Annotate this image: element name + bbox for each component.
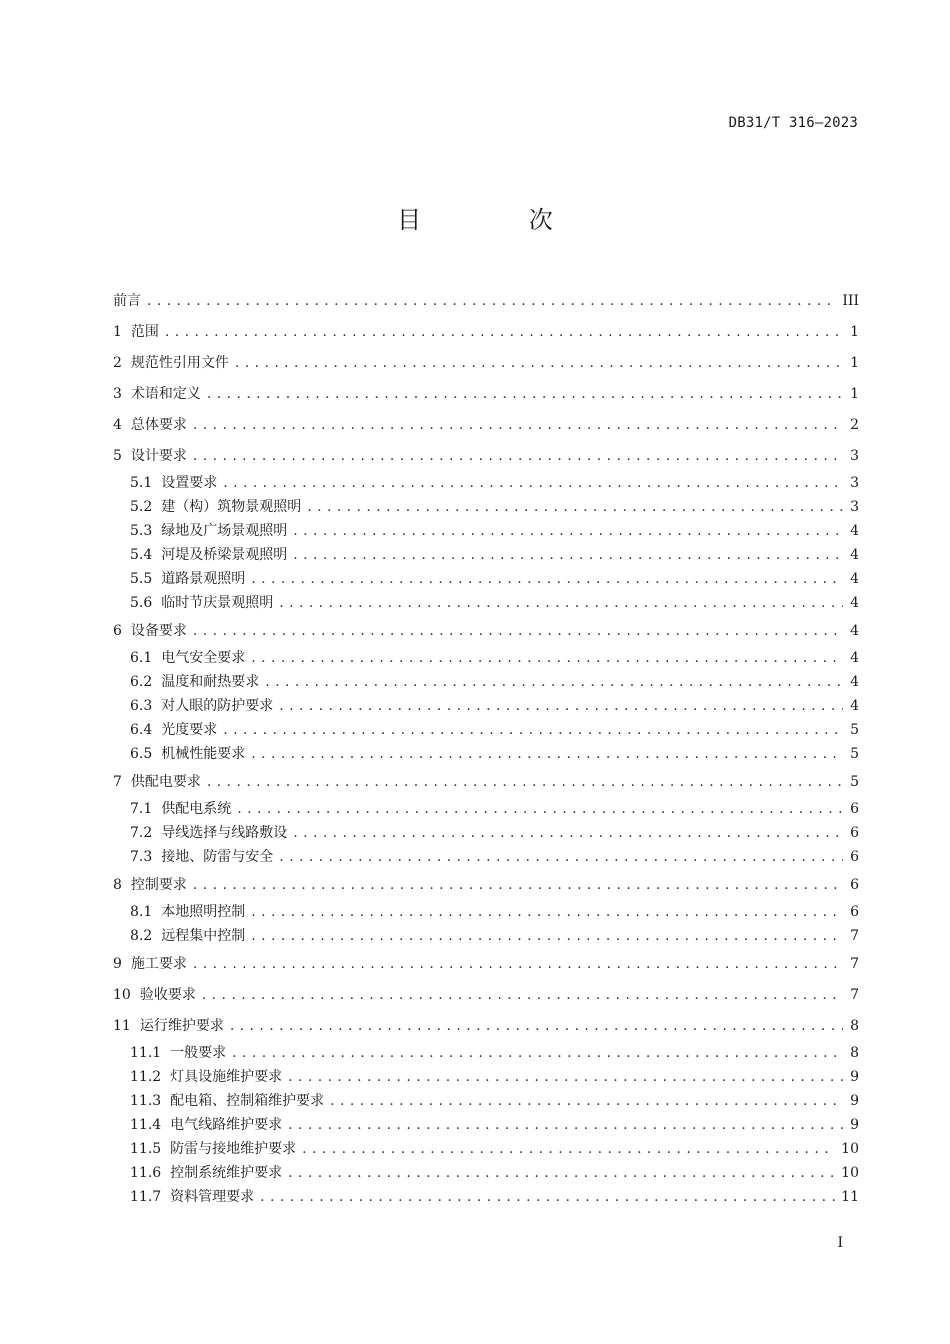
toc-entry-page: 3 bbox=[850, 475, 859, 491]
toc-entry-page: 6 bbox=[850, 849, 859, 865]
toc-entry-page: 6 bbox=[850, 877, 859, 893]
toc-entry[interactable] bbox=[113, 567, 859, 591]
toc-entry-label: 电气安全要求 bbox=[161, 650, 246, 666]
toc-dot-leader bbox=[330, 1089, 843, 1113]
toc-dot-leader bbox=[279, 694, 843, 718]
toc-dot-leader bbox=[288, 1065, 843, 1089]
toc-entry-label: 温度和耐热要求 bbox=[161, 674, 260, 690]
toc-entry-label: 防雷与接地维护要求 bbox=[170, 1141, 297, 1157]
toc-dot-leader bbox=[193, 949, 843, 979]
toc-entry[interactable] bbox=[113, 379, 859, 409]
toc-entry-number: 7.2 bbox=[130, 825, 153, 841]
toc-entry[interactable] bbox=[113, 1089, 859, 1113]
toc-entry-label: 资料管理要求 bbox=[170, 1189, 255, 1205]
toc-entry-page: 7 bbox=[850, 956, 859, 972]
toc-entry[interactable] bbox=[113, 949, 859, 979]
toc-entry-label: 前言 bbox=[113, 293, 141, 309]
toc-entry-page: 7 bbox=[850, 987, 859, 1003]
toc-entry-number: 7.3 bbox=[130, 849, 153, 865]
toc-entry-number: 7 bbox=[113, 774, 122, 790]
toc-entry-number: 5.6 bbox=[130, 595, 153, 611]
toc-entry[interactable] bbox=[113, 1113, 859, 1137]
toc-entry[interactable] bbox=[113, 767, 859, 797]
toc-dot-leader bbox=[279, 591, 843, 615]
toc-entry[interactable] bbox=[113, 980, 859, 1010]
toc-dot-leader bbox=[251, 742, 843, 766]
toc-entry-number: 5.3 bbox=[130, 523, 153, 539]
toc-entry-page: 5 bbox=[850, 746, 859, 762]
toc-entry-page: 4 bbox=[850, 650, 859, 666]
toc-entry-page: 5 bbox=[850, 722, 859, 738]
toc-entry-number: 5.4 bbox=[130, 547, 153, 563]
toc-entry-page: 6 bbox=[850, 801, 859, 817]
toc-entry-number: 11.4 bbox=[130, 1117, 162, 1133]
toc-entry-page: 10 bbox=[841, 1141, 859, 1157]
toc-entry-number: 4 bbox=[113, 417, 122, 433]
toc-entry[interactable] bbox=[113, 1041, 859, 1065]
toc-dot-leader bbox=[288, 1161, 835, 1185]
toc-entry-number: 8.2 bbox=[130, 928, 153, 944]
toc-entry-number: 5.5 bbox=[130, 571, 153, 587]
toc-dot-leader bbox=[260, 1185, 835, 1209]
toc-dot-leader bbox=[207, 379, 843, 409]
toc-entry-page: 4 bbox=[850, 674, 859, 690]
toc-entry[interactable] bbox=[113, 924, 859, 948]
toc-dot-leader bbox=[293, 821, 843, 845]
toc-entry-page: 6 bbox=[850, 904, 859, 920]
toc-entry-label: 规范性引用文件 bbox=[130, 355, 229, 371]
toc-entry-number: 10 bbox=[113, 987, 131, 1003]
toc-entry-number: 11 bbox=[113, 1018, 131, 1034]
toc-entry-number: 7.1 bbox=[130, 801, 153, 817]
toc-dot-leader bbox=[165, 317, 843, 347]
toc-dot-leader bbox=[230, 1011, 843, 1041]
toc-dot-leader bbox=[223, 471, 843, 495]
toc-entry-label: 施工要求 bbox=[130, 956, 187, 972]
toc-entry-number: 11.5 bbox=[130, 1141, 162, 1157]
toc-entry-number: 5.1 bbox=[130, 475, 153, 491]
toc-entry-label: 总体要求 bbox=[130, 417, 187, 433]
table-of-contents bbox=[113, 286, 859, 1209]
toc-entry-number: 6.4 bbox=[130, 722, 153, 738]
toc-entry-page: 9 bbox=[850, 1069, 859, 1085]
toc-dot-leader bbox=[302, 1137, 835, 1161]
toc-entry[interactable] bbox=[113, 821, 859, 845]
toc-entry-page: 4 bbox=[850, 698, 859, 714]
toc-entry-page: 9 bbox=[850, 1093, 859, 1109]
toc-entry[interactable] bbox=[113, 694, 859, 718]
toc-entry[interactable] bbox=[113, 646, 859, 670]
toc-entry-number: 1 bbox=[113, 324, 122, 340]
toc-entry-page: 4 bbox=[850, 523, 859, 539]
toc-entry-label: 接地、防雷与安全 bbox=[161, 849, 274, 865]
toc-entry-page: 4 bbox=[850, 547, 859, 563]
toc-dot-leader bbox=[265, 670, 843, 694]
toc-entry-page: 5 bbox=[850, 774, 859, 790]
toc-entry-label: 供配电系统 bbox=[161, 801, 232, 817]
toc-entry[interactable] bbox=[113, 1137, 859, 1161]
toc-entry[interactable] bbox=[113, 1161, 859, 1185]
toc-dot-leader bbox=[223, 718, 843, 742]
toc-entry-page: 11 bbox=[841, 1189, 859, 1205]
toc-entry-number: 11.1 bbox=[130, 1045, 162, 1061]
toc-entry-label: 河堤及桥梁景观照明 bbox=[161, 547, 288, 563]
toc-entry[interactable] bbox=[113, 797, 859, 821]
toc-entry-number: 11.3 bbox=[130, 1093, 162, 1109]
toc-dot-leader bbox=[193, 410, 843, 440]
toc-entry-page: 9 bbox=[850, 1117, 859, 1133]
toc-entry-page: 7 bbox=[850, 928, 859, 944]
toc-dot-leader bbox=[251, 900, 843, 924]
toc-entry-page: 8 bbox=[850, 1045, 859, 1061]
toc-dot-leader bbox=[307, 495, 843, 519]
toc-entry-number: 9 bbox=[113, 956, 122, 972]
document-code: DB31/T 316—2023 bbox=[728, 115, 858, 131]
toc-entry-label: 远程集中控制 bbox=[161, 928, 246, 944]
toc-entry[interactable] bbox=[113, 410, 859, 440]
toc-dot-leader bbox=[202, 980, 843, 1010]
toc-entry[interactable] bbox=[113, 1185, 859, 1209]
toc-entry-page: 10 bbox=[841, 1165, 859, 1181]
toc-entry-label: 光度要求 bbox=[161, 722, 218, 738]
toc-entry-number: 6.5 bbox=[130, 746, 153, 762]
toc-entry-label: 控制要求 bbox=[130, 877, 187, 893]
toc-entry-label: 本地照明控制 bbox=[161, 904, 246, 920]
toc-entry-label: 对人眼的防护要求 bbox=[161, 698, 274, 714]
toc-entry-label: 验收要求 bbox=[139, 987, 196, 1003]
toc-entry-number: 11.2 bbox=[130, 1069, 162, 1085]
toc-entry-label: 一般要求 bbox=[170, 1045, 227, 1061]
toc-dot-leader bbox=[293, 519, 843, 543]
toc-entry-label: 临时节庆景观照明 bbox=[161, 595, 274, 611]
toc-dot-leader bbox=[251, 924, 843, 948]
toc-dot-leader bbox=[147, 286, 836, 316]
toc-entry-page: 3 bbox=[850, 499, 859, 515]
toc-entry[interactable] bbox=[113, 441, 859, 471]
toc-dot-leader bbox=[279, 845, 843, 869]
toc-entry-page: 8 bbox=[850, 1018, 859, 1034]
toc-entry[interactable] bbox=[113, 1065, 859, 1089]
toc-dot-leader bbox=[235, 348, 843, 378]
toc-entry-label: 范围 bbox=[130, 324, 159, 340]
toc-entry-page: 6 bbox=[850, 825, 859, 841]
toc-entry[interactable] bbox=[113, 471, 859, 495]
toc-entry-number: 11.6 bbox=[130, 1165, 162, 1181]
toc-entry-number: 2 bbox=[113, 355, 122, 371]
toc-entry-label: 设置要求 bbox=[161, 475, 218, 491]
page-title: 目 次 bbox=[397, 206, 603, 234]
toc-entry-number: 8 bbox=[113, 877, 122, 893]
toc-entry[interactable] bbox=[113, 670, 859, 694]
toc-entry-page: 4 bbox=[850, 623, 859, 639]
toc-dot-leader bbox=[251, 646, 843, 670]
toc-entry[interactable] bbox=[113, 718, 859, 742]
toc-entry-label: 配电箱、控制箱维护要求 bbox=[170, 1093, 325, 1109]
toc-entry-label: 绿地及广场景观照明 bbox=[161, 523, 288, 539]
toc-dot-leader bbox=[193, 616, 843, 646]
toc-entry[interactable] bbox=[113, 348, 859, 378]
toc-dot-leader bbox=[237, 797, 843, 821]
toc-entry-page: 1 bbox=[850, 386, 859, 402]
toc-entry-label: 灯具设施维护要求 bbox=[170, 1069, 283, 1085]
toc-entry[interactable] bbox=[113, 900, 859, 924]
toc-entry-number: 3 bbox=[113, 386, 122, 402]
toc-dot-leader bbox=[293, 543, 843, 567]
toc-entry-label: 道路景观照明 bbox=[161, 571, 246, 587]
toc-entry[interactable] bbox=[113, 495, 859, 519]
toc-entry-label: 建（构）筑物景观照明 bbox=[161, 499, 302, 515]
toc-entry[interactable] bbox=[113, 286, 859, 316]
page-number: I bbox=[837, 1235, 843, 1251]
toc-entry-number: 6.2 bbox=[130, 674, 153, 690]
toc-entry-page: 3 bbox=[850, 448, 859, 464]
toc-entry-label: 设计要求 bbox=[130, 448, 187, 464]
toc-entry-number: 5.2 bbox=[130, 499, 153, 515]
toc-entry-page: 1 bbox=[850, 324, 859, 340]
toc-entry[interactable] bbox=[113, 616, 859, 646]
toc-entry[interactable] bbox=[113, 543, 859, 567]
toc-entry[interactable] bbox=[113, 845, 859, 869]
toc-entry-label: 运行维护要求 bbox=[139, 1018, 224, 1034]
toc-entry-label: 控制系统维护要求 bbox=[170, 1165, 283, 1181]
toc-entry[interactable] bbox=[113, 870, 859, 900]
toc-entry-label: 供配电要求 bbox=[130, 774, 201, 790]
toc-entry-page: 2 bbox=[850, 417, 859, 433]
toc-dot-leader bbox=[207, 767, 843, 797]
toc-dot-leader bbox=[193, 870, 843, 900]
toc-dot-leader bbox=[232, 1041, 843, 1065]
toc-entry[interactable] bbox=[113, 742, 859, 766]
toc-entry-label: 设备要求 bbox=[130, 623, 187, 639]
toc-entry[interactable] bbox=[113, 1011, 859, 1041]
toc-dot-leader bbox=[193, 441, 843, 471]
toc-entry[interactable] bbox=[113, 519, 859, 543]
toc-dot-leader bbox=[251, 567, 843, 591]
toc-entry-number: 5 bbox=[113, 448, 122, 464]
toc-entry-page: 1 bbox=[850, 355, 859, 371]
toc-entry[interactable] bbox=[113, 317, 859, 347]
toc-entry-label: 术语和定义 bbox=[130, 386, 201, 402]
toc-entry-label: 导线选择与线路敷设 bbox=[161, 825, 288, 841]
toc-entry-page: 4 bbox=[850, 595, 859, 611]
toc-entry-page: III bbox=[842, 293, 859, 309]
toc-dot-leader bbox=[288, 1113, 843, 1137]
toc-entry-number: 6.1 bbox=[130, 650, 153, 666]
toc-entry-label: 电气线路维护要求 bbox=[170, 1117, 283, 1133]
toc-entry-number: 11.7 bbox=[130, 1189, 162, 1205]
toc-entry[interactable] bbox=[113, 591, 859, 615]
toc-entry-number: 8.1 bbox=[130, 904, 153, 920]
toc-entry-page: 4 bbox=[850, 571, 859, 587]
toc-entry-number: 6.3 bbox=[130, 698, 153, 714]
toc-entry-number: 6 bbox=[113, 623, 122, 639]
toc-entry-label: 机械性能要求 bbox=[161, 746, 246, 762]
